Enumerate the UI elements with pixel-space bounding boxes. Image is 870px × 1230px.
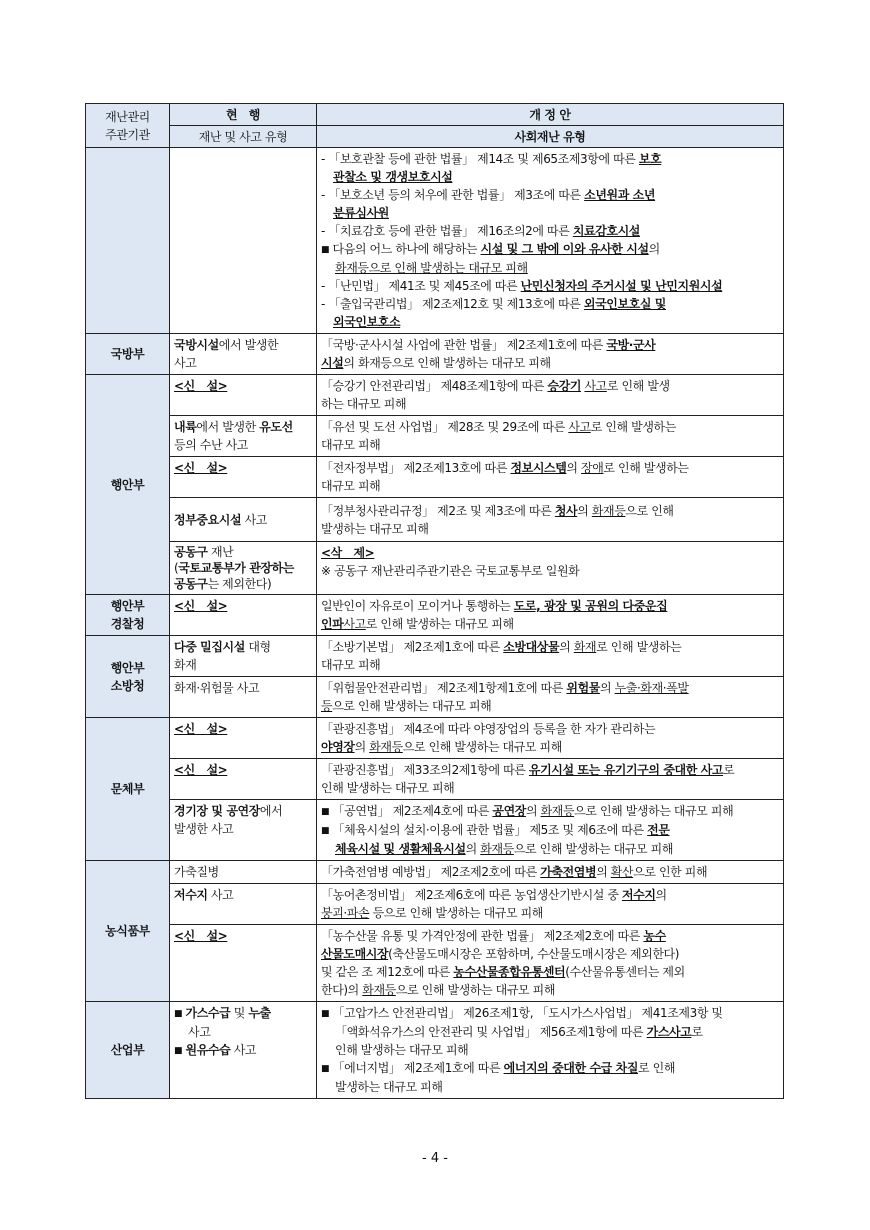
- agency-header-line-2: 주관기관: [105, 127, 150, 142]
- agency-header: [86, 104, 170, 148]
- proposal-cell: 「관광진흥법」 제33조의2제1항에 따른 유기시설 또는 유기기구의 중대한 사고로 인해 발생하는 대규모 피해: [317, 759, 784, 800]
- proposal-cell: 「유선 및 도선 사업법」 제28조 및 29조에 따른 사고로 인해 발생하는 대규모 피해: [317, 416, 784, 457]
- agency-mnd: 국방부: [86, 334, 170, 375]
- list-item: ■ 「공연법」 제2조제4호에 따른 공연장의 화재등으로 인해 발생하는 대규모 피해: [321, 804, 734, 818]
- proposal-subheader: 사회재난 유형: [317, 126, 784, 148]
- agency-police: 행안부 경찰청: [86, 595, 170, 636]
- list-item: - 「보호소년 등의 처우에 관한 법률」 제3조에 따른 소년원과 소년 분류심사원: [321, 188, 656, 220]
- current-cell: <신 설>: [170, 925, 317, 1002]
- current-cell: 가축질병: [170, 861, 317, 884]
- current-cell: 국방시설에서 발생한 사고: [170, 334, 317, 375]
- current-cell: 정부중요시설 사고: [170, 498, 317, 542]
- mnd-row: [86, 334, 784, 375]
- proposal-cell: <삭 제> ※ 공동구 재난관리주관기관은 국토교통부로 일원화: [317, 542, 784, 595]
- proposal-cell: 「관광진흥법」 제4조에 따라 야영장업의 등록을 한 자가 관리하는 야영장의 화재등으로 인해 발생하는 대규모 피해: [317, 718, 784, 759]
- list-item: ■ 「고압가스 안전관리법」 제26조제1항, 「도시가스사업법」 제41조제3항 및 「액화석유가스의 안전관리 및 사업법」 제56조제1항에 따른 가스사고로 인해 발생하는 대규모 피해: [321, 1006, 723, 1057]
- disaster-type-table: [85, 103, 784, 1099]
- current-cell: <신 설>: [170, 375, 317, 416]
- fire-row-2: [86, 677, 784, 718]
- agency-fire: 행안부 소방청: [86, 636, 170, 718]
- agency-mois: 행안부: [86, 375, 170, 595]
- proposal-cell-continuation: [317, 148, 784, 334]
- mois-row-5: [86, 542, 784, 595]
- list-item: - 「보호관찰 등에 관한 법률」 제14조 및 제65조제3항에 따른 보호 관찰소 및 갱생보호시설: [321, 152, 662, 184]
- mcst-row-3: [86, 800, 784, 861]
- continuation-row: [86, 148, 784, 334]
- proposal-cell: 「농어촌정비법」 제2조제6호에 따른 농업생산기반시설 중 저수지의 붕괴·파손 등으로 인해 발생하는 대규모 피해: [317, 884, 784, 925]
- mafra-row-2: [86, 884, 784, 925]
- agency-motie: 산업부: [86, 1002, 170, 1099]
- current-cell: 다중 밀집시설 대형 화재: [170, 636, 317, 677]
- list-item: ■ 다음의 어느 하나에 해당하는 시설 및 그 밖에 이와 유사한 시설의 화재등으로 인해 발생하는 대규모 피해: [321, 242, 660, 275]
- list-item: ■ 「에너지법」 제2조제1호에 따른 에너지의 중대한 수급 차질로 인해 발생하는 대규모 피해: [321, 1061, 676, 1094]
- current-cell: <신 설>: [170, 759, 317, 800]
- current-cell: 내륙에서 발생한 유도선 등의 수난 사고: [170, 416, 317, 457]
- mois-row-2: [86, 416, 784, 457]
- list-item: ■ 가스수급 및 누출 사고: [174, 1006, 271, 1039]
- proposal-cell: 「승강기 안전관리법」 제48조제1항에 따른 승강기 사고로 인해 발생 하는 대규모 피해: [317, 375, 784, 416]
- current-cell: [170, 1002, 317, 1099]
- list-item: ■ 원유수습 사고: [174, 1043, 257, 1057]
- mafra-row-1: [86, 861, 784, 884]
- header-row-1: [86, 104, 784, 126]
- proposal-cell: 「정부청사관리규정」 제2조 및 제3조에 따른 청사의 화재등으로 인해 발생하는 대규모 피해: [317, 498, 784, 542]
- list-item: ■ 「체육시설의 설치·이용에 관한 법률」 제5조 및 제6조에 따른 전문 체육시설 및 생활체육시설의 화재등으로 인해 발생하는 대규모 피해: [321, 823, 674, 856]
- mafra-row-3: [86, 925, 784, 1002]
- list-item: - 「치료감호 등에 관한 법률」 제16조의2에 따른 치료감호시설: [321, 224, 640, 238]
- agency-mafra: 농식품부: [86, 861, 170, 1002]
- agency-cell-empty: [86, 148, 170, 334]
- current-header: 현 행: [170, 104, 317, 126]
- mois-row-3: [86, 457, 784, 498]
- mois-row-4: [86, 498, 784, 542]
- current-cell: <신 설>: [170, 457, 317, 498]
- current-cell-empty: [170, 148, 317, 334]
- current-cell: 공동구 재난 (국토교통부가 관장하는 공동구는 제외한다): [170, 542, 317, 595]
- proposal-cell: 「국방·군사시설 사업에 관한 법률」 제2조제1호에 따른 국방·군사 시설의 화재등으로 인해 발생하는 대규모 피해: [317, 334, 784, 375]
- proposal-cell: 일반인이 자유로이 모이거나 통행하는 도로, 광장 및 공원의 다중운집 인파사고로 인해 발생하는 대규모 피해: [317, 595, 784, 636]
- proposal-cell: [317, 800, 784, 861]
- mcst-row-1: [86, 718, 784, 759]
- header-row-2: [86, 126, 784, 148]
- current-cell: <신 설>: [170, 718, 317, 759]
- agency-mcst: 문체부: [86, 718, 170, 861]
- mcst-row-2: [86, 759, 784, 800]
- page-number: - 4 -: [422, 1151, 448, 1166]
- current-cell: <신 설>: [170, 595, 317, 636]
- list-item: - 「출입국관리법」 제2조제12호 및 제13호에 따른 외국인보호실 및 외국인보호소: [321, 297, 666, 329]
- proposal-cell: 「소방기본법」 제2조제1호에 따른 소방대상물의 화재로 인해 발생하는 대규모 피해: [317, 636, 784, 677]
- proposal-header: 개 정 안: [317, 104, 784, 126]
- proposal-cell: 「농수산물 유통 및 가격안정에 관한 법률」 제2조제2호에 따른 농수 산물도매시장(축산물도매시장은 포함하며, 수산물도매시장은 제외한다) 및 같은 조 제12호에 따른 농수산물종합유통센터(수산물유통센터는 제외 한다)의 화재등으로 인해 발생하는 대규모 피해: [317, 925, 784, 1002]
- current-cell: 화재·위험물 사고: [170, 677, 317, 718]
- proposal-cell: 「위험물안전관리법」 제2조제1항제1호에 따른 위험물의 누출·화재·폭발 등으로 인해 발생하는 대규모 피해: [317, 677, 784, 718]
- list-item: - 「난민법」 제41조 및 제45조에 따른 난민신청자의 주거시설 및 난민지원시설: [321, 279, 723, 293]
- fire-row-1: [86, 636, 784, 677]
- current-cell: 저수지 사고: [170, 884, 317, 925]
- current-subheader: 재난 및 사고 유형: [170, 126, 317, 148]
- current-cell: 경기장 및 공연장에서 발생한 사고: [170, 800, 317, 861]
- motie-row: [86, 1002, 784, 1099]
- police-row: [86, 595, 784, 636]
- proposal-cell: 「전자정부법」 제2조제13호에 따른 정보시스템의 장애로 인해 발생하는 대규모 피해: [317, 457, 784, 498]
- proposal-cell: 「가축전염병 예방법」 제2조제2호에 따른 가축전염병의 확산으로 인한 피해: [317, 861, 784, 884]
- proposal-cell: [317, 1002, 784, 1099]
- mois-row-1: [86, 375, 784, 416]
- agency-header-line-1: 재난관리: [105, 109, 150, 124]
